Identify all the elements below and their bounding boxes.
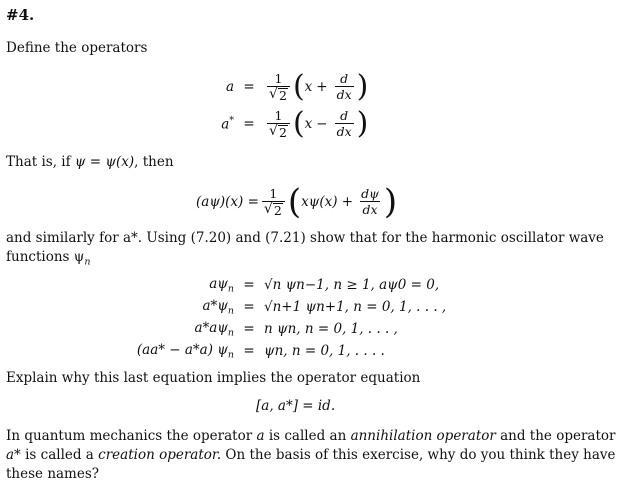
def-astar-equals: = [243,116,255,132]
eq2-lhs-main: a*ψ [202,297,228,314]
eq3-lhs-sub: n [227,327,234,339]
that-is-line [6,153,174,172]
def-a-dnum: d [340,71,349,86]
def-astar-rparen: ) [356,106,369,141]
def-astar-lhs-sup: * [229,115,234,127]
para3-l2-c: creation operator. [98,447,222,463]
eq1-equals: = [243,277,255,293]
def-a-plus: + [316,79,328,95]
def-a-fraction [267,72,290,103]
eq1-lhs [130,276,234,295]
eq4-lhs-main: (aa* − a*a) ψ [136,341,228,358]
para2-line2 [6,248,90,272]
eqnarray-row [130,275,439,295]
apsi-dnum: dψ [361,186,379,201]
def-astar-lhs-a: a [221,116,230,133]
apsi-den [262,201,285,218]
def-astar-lparen: ( [292,106,305,141]
eq2-equals: = [243,299,255,315]
def-astar-lhs [200,115,234,133]
apsi-inner: xψ(x) + [301,194,354,210]
para3-l1-c: is called an [264,428,351,444]
eq3-lhs-main: a*aψ [194,319,228,336]
def-a-x: x [304,79,313,95]
eqnarray-row [130,341,385,361]
def-a-dden: dx [336,87,352,102]
def-astar-fraction [267,109,290,140]
def-a-num: 1 [274,70,283,86]
eq2-lhs [130,298,234,317]
eq4-lhs-sub: n [227,349,234,361]
eq3-rhs: n ψn, n = 0, 1, . . . , [264,321,398,337]
para3-l2-a: a* [6,447,21,463]
that-is-math: ψ = ψ(x) [74,154,135,170]
eq2-rhs: √n+1 ψn+1, n = 0, 1, . . . , [264,299,447,315]
problem-heading: #4. [6,6,35,24]
def-a-den [267,86,290,103]
def-a-lhs: a [225,79,234,95]
apsi-fraction [262,187,285,218]
apsi-num: 1 [269,185,278,201]
def-a-equation [200,70,368,104]
def-a-deriv [335,72,354,102]
apsi-rparen: ) [383,182,398,222]
eq4-rhs: ψn, n = 0, 1, . . . . [264,343,385,359]
def-a-rparen: ) [356,69,369,104]
para3-l1-d: annihilation operator [350,428,496,444]
para3-l2-d: On the basis of this exercise, why do you think they have [221,447,616,463]
eq1-lhs-main: aψ [209,275,228,292]
para3-l2-b: is called a [20,447,99,463]
eq2-lhs-sub: n [227,305,234,317]
para2-line1: and similarly for a*. Using (7.20) and (7.21) show that for the harmonic oscillator wave [6,230,604,246]
apsi-dden: dx [362,202,378,217]
apsi-lparen: ( [287,182,302,222]
eq1-rhs: √n ψn−1, n ≥ 1, aψ0 = 0, [264,277,440,293]
apsi-lhs: (aψ)(x) = [196,194,259,210]
para2-line2-sub: n [84,256,91,268]
def-a-den-value: 2 [279,87,287,103]
eq1-lhs-sub: n [227,283,234,295]
that-is-text2: , then [134,154,174,170]
def-astar-x: x [304,116,313,132]
def-astar-minus: − [316,116,328,132]
intro-text: Define the operators [6,40,148,56]
eq3-lhs [130,320,234,339]
eqnarray-row [130,297,446,317]
def-a-lparen: ( [292,69,305,104]
apsi-deriv [359,187,381,217]
para2-line2-text: functions ψ [6,249,85,265]
para3-l1-e: and the operator [495,428,616,444]
that-is-text1: That is, if [6,154,75,170]
def-astar-dnum: d [340,108,349,123]
def-astar-dden: dx [336,124,352,139]
apsi-den-value: 2 [273,202,282,218]
para3-line1 [6,427,615,446]
def-astar-deriv [335,109,354,139]
explain-text: Explain why this last equation implies the operator equation [6,370,421,386]
eq4-equals: = [243,343,255,359]
eq4-lhs [130,342,234,361]
def-astar-num: 1 [274,107,283,123]
eq3-equals: = [243,321,255,337]
para3-line2 [6,446,616,465]
def-a-equals: = [243,79,255,95]
commutator-equation: [a, a*] = id. [256,398,336,414]
para3-line3: these names? [6,466,100,482]
eqnarray-row [130,319,398,339]
para3-l1-a: In quantum mechanics the operator [6,428,257,444]
def-astar-equation [200,107,368,141]
def-astar-den [267,123,290,140]
def-astar-den-value: 2 [279,124,287,140]
apsi-equation [196,182,397,222]
para3-l1-b: a [256,428,265,444]
